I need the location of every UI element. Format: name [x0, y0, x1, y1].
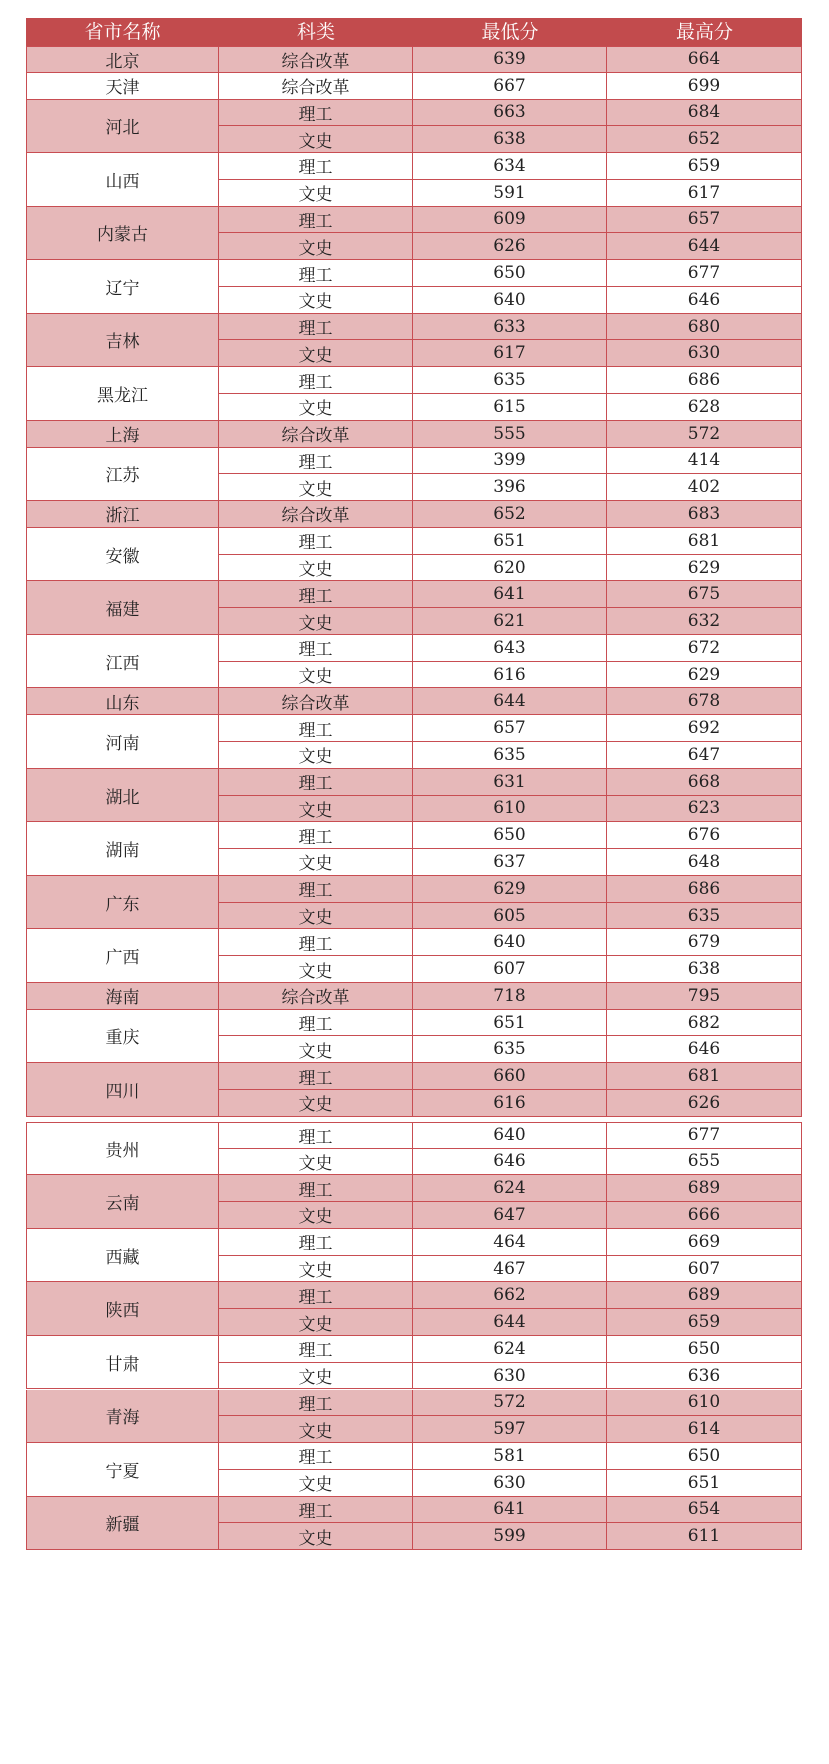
min-score-cell: 629: [413, 876, 607, 903]
category-cell: 综合改革: [219, 46, 413, 73]
category-cell: 文史: [219, 796, 413, 823]
max-score-cell: 795: [607, 983, 802, 1010]
category-cell: 理工: [219, 822, 413, 849]
max-score-cell: 679: [607, 929, 802, 956]
category-cell: 理工: [219, 1443, 413, 1470]
min-score-cell: 609: [413, 207, 607, 234]
min-score-cell: 572: [413, 1390, 607, 1417]
max-score-cell: 651: [607, 1470, 802, 1497]
province-cell: 湖北: [26, 769, 219, 823]
category-cell: 文史: [219, 126, 413, 153]
min-score-cell: 635: [413, 742, 607, 769]
province-cell: 北京: [26, 46, 219, 73]
min-score-cell: 464: [413, 1229, 607, 1256]
max-score-cell: 630: [607, 340, 802, 367]
max-score-cell: 646: [607, 287, 802, 314]
max-score-cell: 629: [607, 662, 802, 689]
min-score-cell: 615: [413, 394, 607, 421]
province-cell: 湖南: [26, 822, 219, 876]
province-cell: 山东: [26, 688, 219, 715]
min-score-cell: 637: [413, 849, 607, 876]
category-cell: 文史: [219, 1202, 413, 1229]
min-score-cell: 639: [413, 46, 607, 73]
min-score-cell: 644: [413, 688, 607, 715]
max-score-cell: 676: [607, 822, 802, 849]
min-score-cell: 662: [413, 1282, 607, 1309]
category-cell: 理工: [219, 1175, 413, 1202]
category-cell: 理工: [219, 1497, 413, 1524]
category-cell: 文史: [219, 1523, 413, 1550]
max-score-cell: 659: [607, 153, 802, 180]
province-cell: 云南: [26, 1175, 219, 1229]
province-cell: 河南: [26, 715, 219, 769]
min-score-cell: 638: [413, 126, 607, 153]
max-score-cell: 699: [607, 73, 802, 100]
max-score-cell: 666: [607, 1202, 802, 1229]
max-score-cell: 686: [607, 367, 802, 394]
category-cell: 理工: [219, 1229, 413, 1256]
max-score-cell: 617: [607, 180, 802, 207]
max-score-cell: 650: [607, 1443, 802, 1470]
min-score-cell: 641: [413, 581, 607, 608]
category-cell: 综合改革: [219, 421, 413, 448]
max-score-cell: 628: [607, 394, 802, 421]
min-score-cell: 667: [413, 73, 607, 100]
max-score-cell: 632: [607, 608, 802, 635]
max-score-cell: 654: [607, 1497, 802, 1524]
min-score-cell: 630: [413, 1363, 607, 1390]
min-score-cell: 591: [413, 180, 607, 207]
max-score-cell: 629: [607, 555, 802, 582]
max-score-cell: 635: [607, 903, 802, 930]
province-cell: 山西: [26, 153, 219, 207]
province-cell: 海南: [26, 983, 219, 1010]
max-score-cell: 677: [607, 1122, 802, 1149]
max-score-cell: 626: [607, 1090, 802, 1117]
province-cell: 辽宁: [26, 260, 219, 314]
min-score-cell: 650: [413, 822, 607, 849]
min-score-cell: 621: [413, 608, 607, 635]
max-score-cell: 614: [607, 1416, 802, 1443]
max-score-cell: 664: [607, 46, 802, 73]
header-province: 省市名称: [84, 21, 161, 43]
max-score-cell: 636: [607, 1363, 802, 1390]
min-score-cell: 718: [413, 983, 607, 1010]
max-score-cell: 610: [607, 1390, 802, 1417]
max-score-cell: 678: [607, 688, 802, 715]
category-cell: 理工: [219, 314, 413, 341]
category-cell: 理工: [219, 367, 413, 394]
province-cell: 黑龙江: [26, 367, 219, 421]
category-cell: 理工: [219, 929, 413, 956]
province-cell: 吉林: [26, 314, 219, 368]
max-score-cell: 611: [607, 1523, 802, 1550]
max-score-cell: 689: [607, 1282, 802, 1309]
category-cell: 理工: [219, 1010, 413, 1037]
min-score-cell: 467: [413, 1256, 607, 1283]
min-score-cell: 624: [413, 1336, 607, 1363]
category-cell: 文史: [219, 849, 413, 876]
max-score-cell: 686: [607, 876, 802, 903]
min-score-cell: 555: [413, 421, 607, 448]
min-score-cell: 396: [413, 474, 607, 501]
max-score-cell: 607: [607, 1256, 802, 1283]
category-cell: 文史: [219, 608, 413, 635]
category-cell: 文史: [219, 956, 413, 983]
category-cell: 理工: [219, 876, 413, 903]
max-score-cell: 638: [607, 956, 802, 983]
category-cell: 理工: [219, 1390, 413, 1417]
min-score-cell: 635: [413, 1036, 607, 1063]
category-cell: 理工: [219, 1063, 413, 1090]
min-score-cell: 634: [413, 153, 607, 180]
category-cell: 理工: [219, 1336, 413, 1363]
header-category: 科类: [296, 21, 335, 43]
max-score-cell: 402: [607, 474, 802, 501]
max-score-cell: 659: [607, 1309, 802, 1336]
min-score-cell: 626: [413, 233, 607, 260]
table-header: [26, 18, 802, 46]
category-cell: 文史: [219, 1149, 413, 1176]
category-cell: 文史: [219, 1090, 413, 1117]
min-score-cell: 633: [413, 314, 607, 341]
category-cell: 理工: [219, 1282, 413, 1309]
category-cell: 理工: [219, 100, 413, 127]
category-cell: 文史: [219, 662, 413, 689]
max-score-cell: 682: [607, 1010, 802, 1037]
category-cell: 综合改革: [219, 983, 413, 1010]
max-score-cell: 692: [607, 715, 802, 742]
max-score-cell: 648: [607, 849, 802, 876]
category-cell: 理工: [219, 581, 413, 608]
category-cell: 文史: [219, 1309, 413, 1336]
max-score-cell: 646: [607, 1036, 802, 1063]
min-score-cell: 630: [413, 1470, 607, 1497]
category-cell: 文史: [219, 287, 413, 314]
province-cell: 安徽: [26, 528, 219, 582]
province-cell: 河北: [26, 100, 219, 154]
max-score-cell: 572: [607, 421, 802, 448]
min-score-cell: 643: [413, 635, 607, 662]
province-cell: 上海: [26, 421, 219, 448]
province-cell: 宁夏: [26, 1443, 219, 1497]
province-cell: 甘肃: [26, 1336, 219, 1390]
min-score-cell: 399: [413, 448, 607, 475]
province-cell: 贵州: [26, 1122, 219, 1176]
category-cell: 理工: [219, 207, 413, 234]
min-score-cell: 663: [413, 100, 607, 127]
category-cell: 理工: [219, 153, 413, 180]
min-score-cell: 660: [413, 1063, 607, 1090]
category-cell: 综合改革: [219, 688, 413, 715]
min-score-cell: 605: [413, 903, 607, 930]
min-score-cell: 624: [413, 1175, 607, 1202]
max-score-cell: 681: [607, 528, 802, 555]
province-cell: 新疆: [26, 1497, 219, 1551]
category-cell: 文史: [219, 1416, 413, 1443]
province-cell: 江西: [26, 635, 219, 689]
max-score-cell: 677: [607, 260, 802, 287]
min-score-cell: 597: [413, 1416, 607, 1443]
max-score-cell: 623: [607, 796, 802, 823]
max-score-cell: 680: [607, 314, 802, 341]
min-score-cell: 635: [413, 367, 607, 394]
province-cell: 广东: [26, 876, 219, 930]
category-cell: 文史: [219, 180, 413, 207]
min-score-cell: 607: [413, 956, 607, 983]
max-score-cell: 675: [607, 581, 802, 608]
province-cell: 广西: [26, 929, 219, 983]
category-cell: 文史: [219, 555, 413, 582]
province-cell: 天津: [26, 73, 219, 100]
min-score-cell: 646: [413, 1149, 607, 1176]
province-cell: 西藏: [26, 1229, 219, 1283]
category-cell: 文史: [219, 394, 413, 421]
max-score-cell: 684: [607, 100, 802, 127]
max-score-cell: 652: [607, 126, 802, 153]
min-score-cell: 640: [413, 1122, 607, 1149]
min-score-cell: 599: [413, 1523, 607, 1550]
category-cell: 文史: [219, 474, 413, 501]
category-cell: 文史: [219, 1470, 413, 1497]
min-score-cell: 644: [413, 1309, 607, 1336]
min-score-cell: 650: [413, 260, 607, 287]
category-cell: 理工: [219, 260, 413, 287]
category-cell: 文史: [219, 903, 413, 930]
min-score-cell: 657: [413, 715, 607, 742]
province-cell: 浙江: [26, 501, 219, 528]
min-score-cell: 652: [413, 501, 607, 528]
category-cell: 文史: [219, 340, 413, 367]
province-cell: 四川: [26, 1063, 219, 1117]
max-score-cell: 644: [607, 233, 802, 260]
min-score-cell: 641: [413, 1497, 607, 1524]
min-score-cell: 651: [413, 528, 607, 555]
min-score-cell: 640: [413, 287, 607, 314]
min-score-cell: 647: [413, 1202, 607, 1229]
header-min-score: 最低分: [481, 21, 539, 43]
min-score-cell: 610: [413, 796, 607, 823]
header-max-score: 最高分: [675, 21, 733, 43]
category-cell: 文史: [219, 233, 413, 260]
province-cell: 青海: [26, 1390, 219, 1444]
min-score-cell: 631: [413, 769, 607, 796]
category-cell: 理工: [219, 635, 413, 662]
max-score-cell: 683: [607, 501, 802, 528]
max-score-cell: 672: [607, 635, 802, 662]
min-score-cell: 581: [413, 1443, 607, 1470]
category-cell: 文史: [219, 1363, 413, 1390]
province-cell: 陕西: [26, 1282, 219, 1336]
min-score-cell: 616: [413, 1090, 607, 1117]
province-cell: 内蒙古: [26, 207, 219, 261]
max-score-cell: 689: [607, 1175, 802, 1202]
province-cell: 福建: [26, 581, 219, 635]
category-cell: 理工: [219, 769, 413, 796]
province-cell: 重庆: [26, 1010, 219, 1064]
category-cell: 理工: [219, 448, 413, 475]
category-cell: 理工: [219, 528, 413, 555]
max-score-cell: 650: [607, 1336, 802, 1363]
max-score-cell: 655: [607, 1149, 802, 1176]
category-cell: 综合改革: [219, 501, 413, 528]
category-cell: 综合改革: [219, 73, 413, 100]
min-score-cell: 651: [413, 1010, 607, 1037]
min-score-cell: 617: [413, 340, 607, 367]
min-score-cell: 620: [413, 555, 607, 582]
max-score-cell: 414: [607, 448, 802, 475]
category-cell: 文史: [219, 1036, 413, 1063]
max-score-cell: 657: [607, 207, 802, 234]
min-score-cell: 640: [413, 929, 607, 956]
category-cell: 理工: [219, 715, 413, 742]
max-score-cell: 681: [607, 1063, 802, 1090]
max-score-cell: 647: [607, 742, 802, 769]
min-score-cell: 616: [413, 662, 607, 689]
category-cell: 理工: [219, 1122, 413, 1149]
max-score-cell: 669: [607, 1229, 802, 1256]
province-cell: 江苏: [26, 448, 219, 502]
category-cell: 文史: [219, 742, 413, 769]
category-cell: 文史: [219, 1256, 413, 1283]
max-score-cell: 668: [607, 769, 802, 796]
